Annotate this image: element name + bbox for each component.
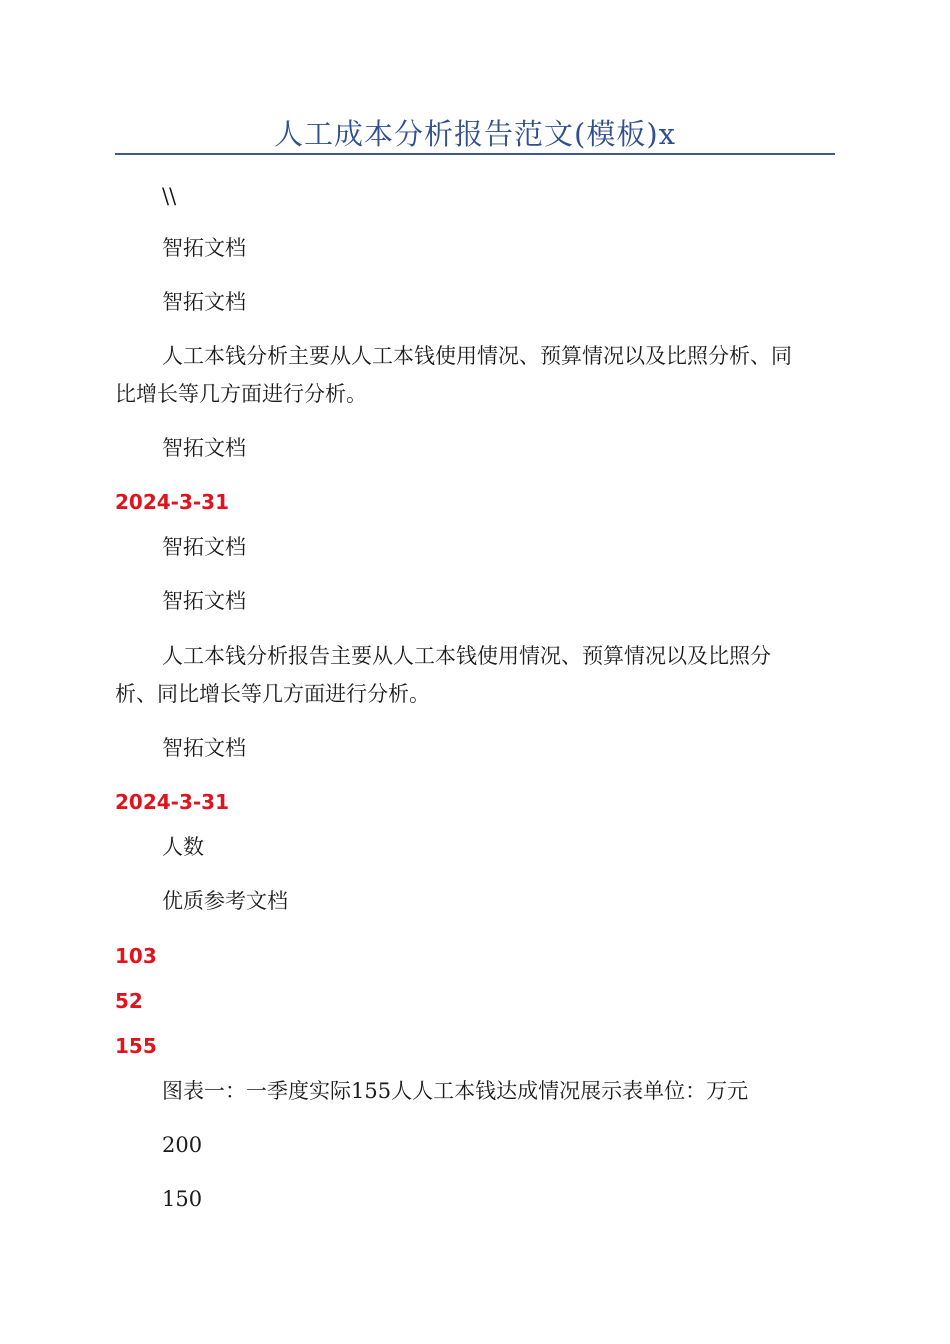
text-line: 200 (162, 1133, 203, 1157)
text-line: 智拓文档 (162, 589, 246, 613)
text-line: 智拓文档 (162, 436, 246, 460)
text-line: 150 (162, 1187, 203, 1211)
text-line: 智拓文档 (162, 236, 246, 260)
number-label: 103 (115, 944, 157, 968)
text-line: 智拓文档 (162, 290, 246, 314)
paragraph-line: 人工本钱分析主要从人工本钱使用情况、预算情况以及比照分析、同 (162, 344, 792, 368)
number-label: 52 (115, 989, 143, 1013)
date-label: 2024-3-31 (115, 790, 230, 814)
chart-caption: 图表一：一季度实际155人人工本钱达成情况展示表单位：万元 (162, 1079, 749, 1103)
number-label: 155 (115, 1034, 157, 1058)
text-line: 智拓文档 (162, 736, 246, 760)
paragraph-line: 析、同比增长等几方面进行分析。 (115, 682, 430, 706)
paragraph-line: 比增长等几方面进行分析。 (115, 382, 367, 406)
text-line: 智拓文档 (162, 535, 246, 559)
paragraph-line: 人工本钱分析报告主要从人工本钱使用情况、预算情况以及比照分 (162, 644, 771, 668)
text-line: 人数 (162, 835, 204, 859)
text-line: \\ (162, 184, 177, 208)
text-line: 优质参考文档 (162, 889, 288, 913)
date-label: 2024-3-31 (115, 490, 230, 514)
document-title: 人工成本分析报告范文(模板)x (274, 117, 676, 151)
title-underline (115, 153, 835, 155)
